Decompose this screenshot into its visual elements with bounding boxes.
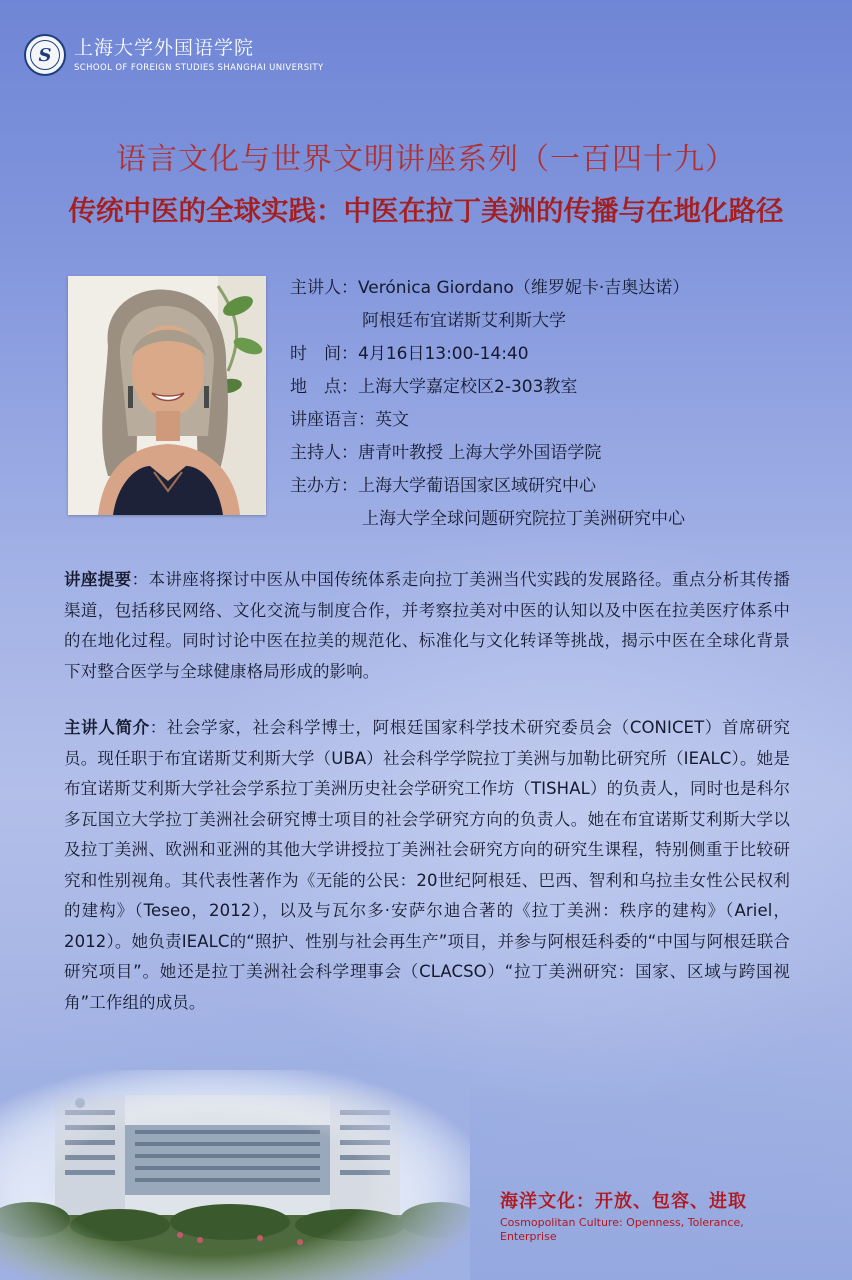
speaker-portrait-image: [68, 276, 266, 515]
host-label: 主持人：: [290, 443, 358, 463]
time-value: 4月16日13:00-14:40: [358, 344, 529, 364]
motto: [500, 1190, 800, 1244]
bio-text: ：社会学家，社会科学博士，阿根廷国家科学技术研究委员会（CONICET）首席研究员。现任职于布宜诺斯艾利斯大学（UBA）社会科学学院拉丁美洲与加勒比研究所（IEALC）。她是布宜诺斯艾利斯大学社会学系拉丁美洲历史社会学研究工作坊（TISHAL）的负责人，同时也是科尔多瓦国立大学拉丁美洲社会研究博士项目的社会学研究方向的负责人。她在布宜诺斯艾利斯大学以及拉丁美洲、欧洲和亚洲的其他大学讲授拉丁美洲社会研究方向的研究生课程，特别侧重于比较研究和性别视角。其代表性著作为《无能的公民：20世纪阿根廷、巴西、智利和乌拉圭女性公民权利的建构》（Teseo，2012），以及与瓦尔多·安萨尔迪合著的《拉丁美洲：秩序的建构》（Ariel，2012）。她负责IEALC的“照护、性别与社会再生产”项目，并参与阿根廷科委的“中国与阿根廷联合研究项目”。她还是拉丁美洲社会科学理事会（CLACSO）“拉丁美洲研究：国家、区域与跨国视角”工作组的成员。: [64, 718, 790, 1012]
logo-name-en: SCHOOL OF FOREIGN STUDIES SHANGHAI UNIVERSITY: [74, 63, 324, 73]
bio-paragraph: [64, 713, 790, 1018]
host-value: 唐青叶教授 上海大学外国语学院: [358, 443, 602, 463]
organizer-value-2: 上海大学全球问题研究院拉丁美洲研究中心: [362, 509, 685, 529]
language-row: [290, 404, 689, 437]
organizer-value-1: 上海大学葡语国家区域研究中心: [358, 476, 596, 496]
abstract-paragraph: [64, 565, 790, 687]
speaker-label: 主讲人：: [290, 278, 358, 298]
bio-label: 主讲人简介: [64, 718, 150, 737]
speaker-row: [290, 272, 689, 305]
host-row: [290, 437, 689, 470]
language-value: 英文: [375, 410, 409, 430]
school-logo: [24, 34, 324, 76]
speaker-affiliation: 阿根廷布宜诺斯艾利斯大学: [362, 311, 566, 331]
campus-building-illustration: [0, 1070, 470, 1280]
motto-en: Cosmopolitan Culture: Openness, Tolerance, Enterprise: [500, 1216, 744, 1243]
venue-value: 上海大学嘉定校区2-303教室: [358, 377, 578, 397]
abstract-text: ：本讲座将探讨中医从中国传统体系走向拉丁美洲当代实践的发展路径。重点分析其传播渠道，包括移民网络、文化交流与制度合作，并考察拉美对中医的认知以及中医在拉美医疗体系中的在地化过程。同时讨论中医在拉美的规范化、标准化与文化转译等挑战，揭示中医在全球化背景下对整合医学与全球健康格局形成的影响。: [64, 570, 790, 681]
time-row: [290, 338, 689, 371]
university-seal-icon: S: [24, 34, 66, 76]
logo-text: [74, 37, 324, 73]
logo-name-cn: 上海大学外国语学院: [74, 37, 255, 59]
time-label: 时 间：: [290, 344, 358, 364]
language-label: 讲座语言：: [290, 410, 375, 430]
speaker-name: Verónica Giordano（维罗妮卡·吉奥达诺）: [358, 278, 690, 298]
organizer-label: 主办方：: [290, 476, 358, 496]
speaker-photo: [68, 276, 266, 515]
abstract-label: 讲座提要: [64, 570, 132, 589]
lecture-title: 传统中医的全球实践：中医在拉丁美洲的传播与在地化路径: [68, 195, 784, 227]
organizer-row: [290, 470, 689, 503]
venue-label: 地 点：: [290, 377, 358, 397]
campus-building-image: [0, 1070, 470, 1280]
lecture-info: [290, 272, 689, 536]
series-title: 语言文化与世界文明讲座系列（一百四十九）: [116, 142, 736, 177]
venue-row: [290, 371, 689, 404]
motto-cn: 海洋文化：开放、包容、进取: [500, 1191, 747, 1212]
